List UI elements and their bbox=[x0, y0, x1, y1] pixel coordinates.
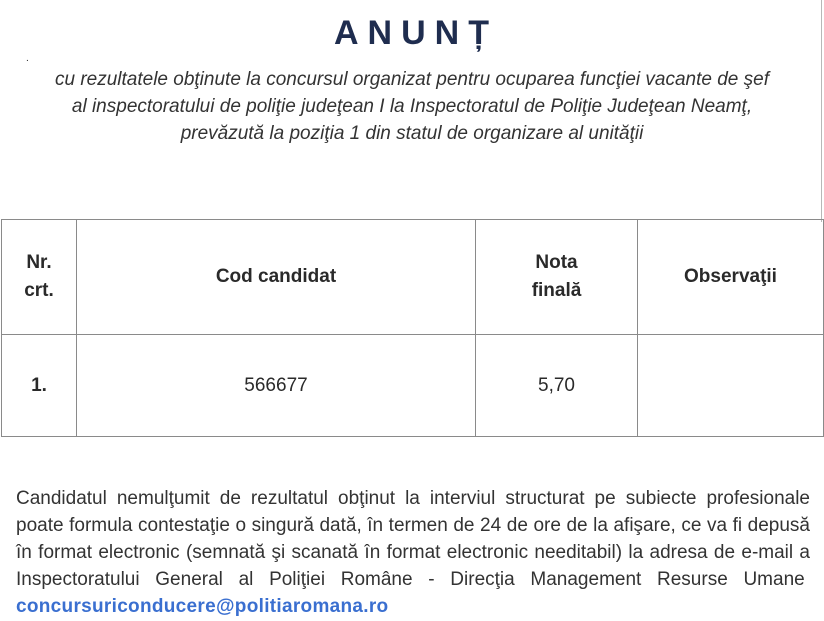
header-nota-finala bbox=[476, 220, 638, 335]
subtitle-line-2: al inspectoratului de poliţie judeţean I la Inspectoratul de Poliţie Judeţean Neamţ, bbox=[71, 96, 753, 117]
email-link[interactable]: concursuriconducere@politiaromana.ro bbox=[16, 596, 389, 617]
subtitle-line-3: prevăzută la poziţia 1 din statul de organizare al unităţii bbox=[180, 123, 644, 144]
cell-nota: 5,70 bbox=[476, 335, 638, 437]
table-row bbox=[2, 335, 824, 437]
header-nr-line2: crt. bbox=[24, 280, 54, 301]
header-nota-line1: Nota bbox=[535, 252, 578, 273]
header-observatii: Observaţii bbox=[638, 220, 824, 335]
header-cod-candidat: Cod candidat bbox=[77, 220, 476, 335]
header-nr-crt bbox=[2, 220, 77, 335]
subtitle-line-1: cu rezultatele obţinute la concursul organizat pentru ocuparea funcţiei vacante de şef bbox=[54, 69, 769, 90]
header-nr-line1: Nr. bbox=[26, 252, 52, 273]
cell-nr: 1. bbox=[2, 335, 77, 437]
page-title: ANUNȚ bbox=[334, 14, 498, 52]
subtitle bbox=[0, 66, 824, 147]
stray-dot: . bbox=[26, 53, 29, 64]
contestation-notice bbox=[16, 485, 810, 620]
header-nota-line2: finală bbox=[531, 280, 582, 301]
results-table bbox=[1, 219, 824, 437]
cell-observatii bbox=[638, 335, 824, 437]
notice-text: Candidatul nemulţumit de rezultatul obţinut la interviul structurat pe subiecte profesionale poate formula contestaţie o singură dată, în termen de 24 de ore de la afişare, ce va fi depusă în format electronic (semnată şi scanată în format electronic needitabil) la adresa de e-mail a Inspectoratului General al Poliţiei Române - Direcţia Management Resurse Umane bbox=[16, 488, 810, 590]
table-header-row bbox=[2, 220, 824, 335]
cell-cod: 566677 bbox=[77, 335, 476, 437]
